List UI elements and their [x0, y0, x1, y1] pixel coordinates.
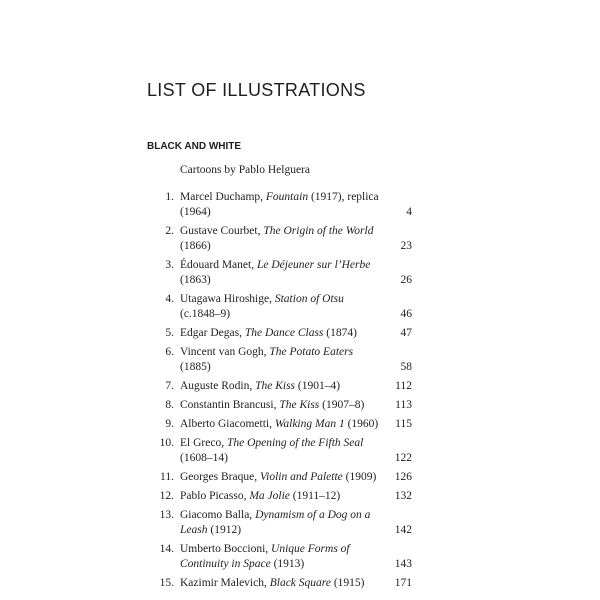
entry-detail: (1885) [180, 361, 211, 373]
entry-detail: (1907–8) [319, 399, 365, 411]
list-item [140, 470, 412, 485]
list-item [140, 292, 412, 322]
entry-number: 5. [165, 327, 174, 339]
entry-text [180, 258, 384, 288]
entry-detail: (1917), replica (1964) [180, 191, 379, 218]
entry-detail: (1866) [180, 240, 211, 252]
entry-work: The Kiss [255, 380, 296, 392]
entry-text [180, 190, 384, 220]
entry-text [180, 398, 384, 413]
entry-artist: Édouard Manet, [180, 259, 257, 271]
entry-text [180, 326, 384, 341]
entry-page: 46 [400, 308, 412, 320]
entry-page: 58 [400, 361, 412, 373]
list-item [140, 379, 412, 394]
entry-page: 126 [394, 471, 412, 483]
entry-page: 23 [400, 240, 412, 252]
entry-work: The Dance Class [244, 327, 324, 339]
list-item [140, 576, 412, 591]
list-item [140, 542, 412, 572]
entry-work: Fountain [265, 191, 309, 203]
list-item [140, 224, 412, 254]
entry-detail: (1913) [270, 558, 305, 570]
entry-detail: (1912) [207, 524, 242, 536]
entry-detail: (c.1848–9) [180, 308, 231, 320]
entry-detail: (1874) [323, 327, 357, 339]
entry-page: 115 [395, 418, 412, 430]
entry-page: 122 [394, 452, 412, 464]
illustrations-list [140, 190, 412, 595]
entry-number: 4. [165, 293, 174, 305]
entry-artist: Constantin Brancusi, [180, 399, 280, 411]
list-item [140, 345, 412, 375]
entry-text [180, 345, 384, 375]
entry-work: The Kiss [279, 399, 320, 411]
entry-work: The Potato Eaters [269, 346, 354, 358]
entry-work: Violin and Palette [259, 471, 343, 483]
entry-text [180, 224, 384, 254]
entry-work: Unique Forms of Continuity in Space [180, 543, 350, 570]
entry-artist: Pablo Picasso, [180, 490, 250, 502]
entry-text [180, 508, 384, 538]
entry-work: Le Déjeuner sur l’Herbe [256, 259, 371, 271]
list-item [140, 398, 412, 413]
entry-page: 142 [394, 524, 412, 536]
entry-detail: (1915) [330, 577, 365, 589]
entry-number: 2. [165, 225, 174, 237]
entry-text [180, 470, 384, 485]
entry-page: 112 [395, 380, 412, 392]
entry-detail: (1863) [180, 274, 211, 286]
entry-artist: Gustave Courbet, [180, 225, 264, 237]
list-item [140, 190, 412, 220]
entry-number: 8. [165, 399, 174, 411]
entry-text [180, 542, 384, 572]
entry-work: Station of Otsu [274, 293, 344, 305]
entry-number: 14. [159, 543, 174, 555]
entry-text [180, 489, 384, 504]
entry-artist: Vincent van Gogh, [180, 346, 270, 358]
entry-detail: (1911–12) [289, 490, 341, 502]
list-item [140, 436, 412, 466]
list-item [140, 489, 412, 504]
entry-page: 132 [394, 490, 412, 502]
entry-artist: Kazimir Malevich, [180, 577, 270, 589]
entry-text [180, 292, 384, 322]
entry-number: 3. [165, 259, 174, 271]
entry-work: Ma Jolie [249, 490, 290, 502]
entry-number: 15. [159, 577, 174, 589]
entry-number: 11. [160, 471, 174, 483]
entry-page: 47 [400, 327, 412, 339]
entry-artist: Utagawa Hiroshige, [180, 293, 275, 305]
entry-text [180, 576, 384, 591]
entry-text [180, 436, 384, 466]
entry-page: 143 [394, 558, 412, 570]
cartoon-credit: Cartoons by Pablo Helguera [180, 164, 310, 176]
entry-number: 13. [159, 509, 174, 521]
entry-artist: Georges Braque, [180, 471, 260, 483]
entry-detail: (1901–4) [295, 380, 341, 392]
list-item [140, 508, 412, 538]
entry-work: Black Square [269, 577, 331, 589]
entry-page: 113 [395, 399, 412, 411]
entry-artist: Giacomo Balla, [180, 509, 256, 521]
entry-text [180, 379, 384, 394]
entry-detail: (1909) [342, 471, 377, 483]
entry-work: The Opening of the Fifth Seal [226, 437, 364, 449]
entry-page: 4 [406, 206, 412, 218]
entry-artist: El Greco, [180, 437, 227, 449]
list-item [140, 326, 412, 341]
entry-detail: (1960) [344, 418, 379, 430]
entry-number: 7. [165, 380, 174, 392]
entry-work: Dynamism of a Dog on a Leash [180, 509, 371, 536]
section-heading: BLACK AND WHITE [147, 141, 242, 152]
entry-text [180, 417, 384, 432]
entry-work: Walking Man 1 [274, 418, 345, 430]
entry-page: 26 [400, 274, 412, 286]
entry-number: 12. [159, 490, 174, 502]
entry-number: 1. [165, 191, 174, 203]
page-title: LIST OF ILLUSTRATIONS [147, 80, 366, 100]
entry-number: 9. [165, 418, 174, 430]
entry-artist: Auguste Rodin, [180, 380, 256, 392]
entry-artist: Umberto Boccioni, [180, 543, 272, 555]
entry-work: The Origin of the World [263, 225, 374, 237]
entry-page: 171 [394, 577, 412, 589]
entry-detail: (1608–14) [180, 452, 228, 464]
list-item [140, 417, 412, 432]
entry-artist: Marcel Duchamp, [180, 191, 266, 203]
entry-artist: Alberto Giacometti, [180, 418, 275, 430]
entry-artist: Edgar Degas, [180, 327, 245, 339]
entry-number: 10. [159, 437, 174, 449]
list-item [140, 258, 412, 288]
entry-number: 6. [165, 346, 174, 358]
